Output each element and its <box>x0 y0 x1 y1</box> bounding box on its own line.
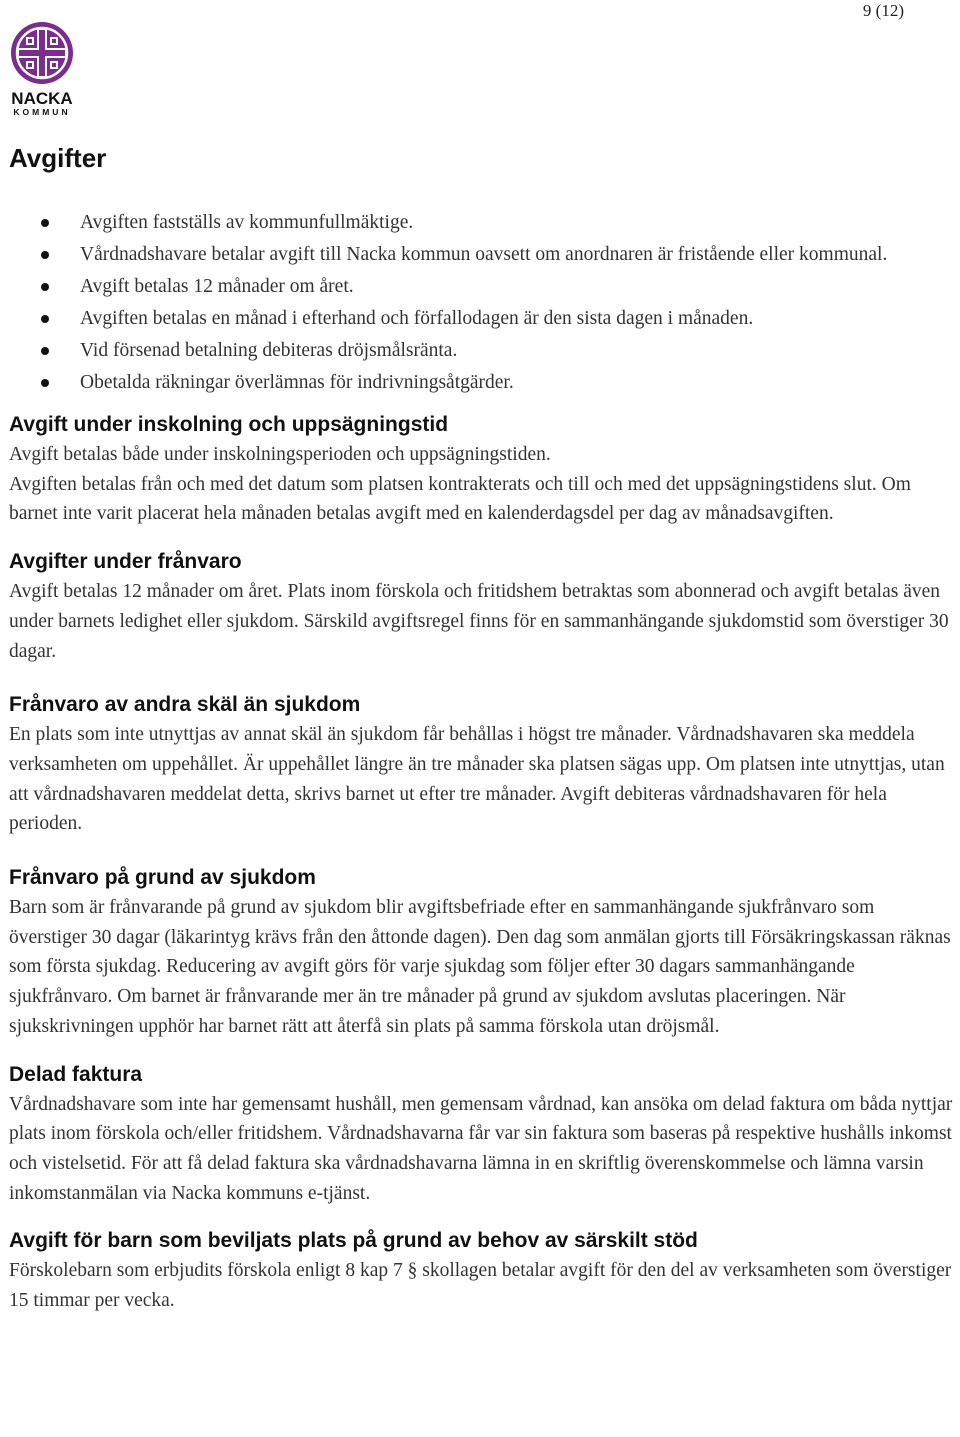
section-heading: Avgift för barn som beviljats plats på grund av behov av särskilt stöd <box>9 1229 698 1253</box>
list-item: Avgiften fastställs av kommunfullmäktige. <box>9 208 954 238</box>
section-heading: Frånvaro av andra skäl än sjukdom <box>9 693 361 717</box>
bullet-icon <box>41 251 49 259</box>
section-paragraph: Avgift betalas 12 månader om året. Plats inom förskola och fritidshem betraktas som abonnerad och avgift betalas även under barnets ledighet eller sjukdom. Särskild avgiftsregel finns för en sammanhängande sjukdomstid som överstiger 30 dagar. <box>9 581 949 662</box>
section-paragraph: En plats som inte utnyttjas av annat skäl än sjukdom får behållas i högst tre månader. Vårdnadshavaren ska meddela verksamheten om uppehållet. Är uppehållet längre än tre månader ska platsen sägas upp. Om platsen inte utnyttjas, utan att vårdnadshavaren meddelat detta, skrivs barnet ut efter tre månader. Avgift debiteras vårdnadshavaren för hela perioden. <box>9 724 945 835</box>
section-paragraph: Barn som är frånvarande på grund av sjukdom blir avgiftsbefriade efter en sammanhängande sjukfrånvaro som överstiger 30 dagar (läkarintyg krävs från den åttonde dagen). Den dag som anmälan gjorts till Försäkringskassan räknas som första sjukdag. Reducering av avgift görs för varje sjukdag som följer efter 30 dagars sammanhängande sjukfrånvaro. Om barnet är frånvarande mer än tre månader på grund av sjukdom avslutas placeringen. När sjukskrivningen upphör har barnet rätt att återfå sin plats på samma förskola utan dröjsmål. <box>9 897 951 1037</box>
section-heading: Delad faktura <box>9 1062 143 1086</box>
section-paragraph: Förskolebarn som erbjudits förskola enligt 8 kap 7 § skollagen betalar avgift för den del av verksamheten som överstiger 15 timmar per vecka. <box>9 1260 952 1312</box>
section-sjukdom <box>9 863 954 1042</box>
bullet-icon <box>41 283 49 291</box>
section-paragraph: Avgiften betalas från och med det datum som platsen kontrakterats och till och med det uppsägningstidens slut. Om barnet inte varit placerat hela månaden betalas avgift med en kalenderdagsdel per dag av månadsavgiften. <box>9 473 911 525</box>
nacka-emblem-icon <box>6 20 78 88</box>
section-inskolning <box>9 410 954 529</box>
section-heading: Avgifter under frånvaro <box>9 550 242 574</box>
nacka-kommun-logo <box>6 20 78 120</box>
section-paragraph: Vårdnadshavare som inte har gemensamt hushåll, men gemensam vårdnad, kan ansöka om delad faktura om båda nyttjar plats inom förskola och/eller fritidshem. Vårdnadshavarna får var sin faktura som baseras på respektive hushålls inkomst och vistelsetid. För att få delad faktura ska vårdnadshavarna lämna in en skriftlig överenskommelse och lämna varsin inkomstanmälan via Nacka kommuns e-tjänst. <box>9 1093 953 1204</box>
section-heading: Avgift under inskolning och uppsägningstid <box>9 413 449 436</box>
bullet-icon <box>41 347 49 355</box>
page-title: Avgifter <box>9 143 107 173</box>
list-item: Obetalda räkningar överlämnas för indrivningsåtgärder. <box>9 368 954 398</box>
list-item: Vid försenad betalning debiteras dröjsmålsränta. <box>9 336 954 366</box>
section-heading: Frånvaro på grund av sjukdom <box>9 866 316 890</box>
document-body <box>9 140 954 1316</box>
bullet-icon <box>41 315 49 323</box>
logo-subtitle: KOMMUN <box>13 107 71 117</box>
logo-name: NACKA <box>11 89 73 108</box>
list-item: Vårdnadshavare betalar avgift till Nacka kommun oavsett om anordnaren är fristående eller kommunal. <box>9 240 954 270</box>
section-delad-faktura <box>9 1060 954 1209</box>
fee-bullet-list <box>9 208 954 398</box>
bullet-icon <box>41 219 49 227</box>
section-andra-skal <box>9 690 954 839</box>
list-item: Avgiften betalas en månad i efterhand och förfallodagen är den sista dagen i månaden. <box>9 304 954 334</box>
section-franvaro <box>9 547 954 666</box>
list-item: Avgift betalas 12 månader om året. <box>9 272 954 302</box>
page-number: 9 (12) <box>862 1 904 20</box>
bullet-icon <box>41 379 49 387</box>
section-paragraph: Avgift betalas både under inskolningsperioden och uppsägningstiden. <box>9 444 551 465</box>
section-sarskilt-stod <box>9 1226 954 1315</box>
